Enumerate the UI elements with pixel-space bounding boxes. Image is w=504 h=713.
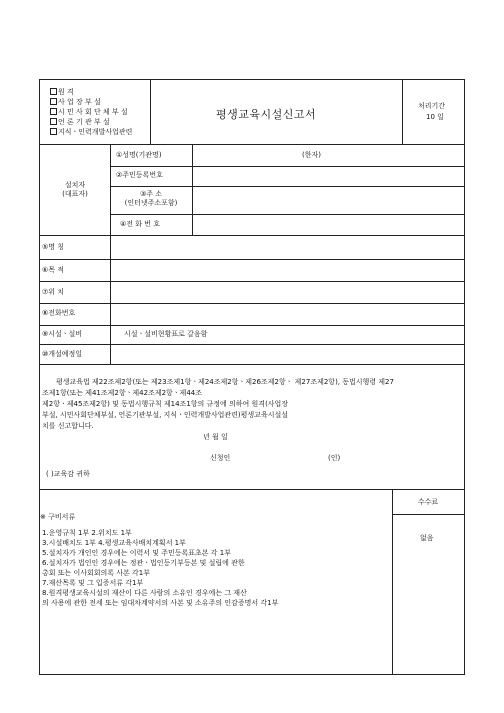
document-item-8: 의 사용에 관한 전세 또는 임대차계약서의 사본 및 소유주의 인감증명서 각1부 xyxy=(42,599,279,607)
facility-purpose-label: ⑥목 적 xyxy=(42,266,65,274)
rule-purpose-bottom xyxy=(40,281,464,282)
declaration-recipient: ( )교육감 귀하 xyxy=(46,470,90,478)
facility-equipment-value: 시설ㆍ설비현황표로 갈음함 xyxy=(124,330,208,338)
type-label: 시 민 사 회 단 체 부 설 xyxy=(58,108,128,116)
type-checkbox-knowledge[interactable] xyxy=(50,128,132,137)
document-item-1: 1.운영규칙 1부 2.위치도 1부 xyxy=(42,529,132,537)
declaration-line-4: 부설, 시민사회단체부설, 언론기관부설, 지식ㆍ인력개발사업관련)평생교육시설설 xyxy=(42,411,288,419)
checkbox-box[interactable] xyxy=(50,88,57,95)
rule-facility-label xyxy=(110,235,111,364)
founder-address-label xyxy=(110,190,192,208)
declaration-line-1: 평생교육법 제22조제2항(또는 제23조제1항ㆍ제24조제2항ㆍ제26조제2항ㆍ 제27조제2항), 동법시행령 제27 xyxy=(56,378,394,386)
founder-label xyxy=(40,181,110,199)
rule-location-bottom xyxy=(40,303,464,304)
rule-declaration-bottom xyxy=(40,489,464,490)
facility-report-form xyxy=(39,79,465,675)
declaration-date: 년 월 일 xyxy=(203,433,228,441)
rule-name-bottom xyxy=(40,259,464,260)
type-label: 사 업 장 부 설 xyxy=(58,98,101,106)
type-checkbox-press[interactable] xyxy=(50,118,110,127)
rule-equipment-bottom xyxy=(40,344,464,345)
documents-heading: ※ 구비서류 xyxy=(40,513,76,521)
type-checkbox-civic[interactable] xyxy=(50,108,128,117)
facility-phone-label: ⑧전화번호 xyxy=(42,309,76,317)
declaration-applicant-label: 신청인 xyxy=(210,454,231,462)
type-label: 지식ㆍ인력개발사업관련 xyxy=(58,128,133,136)
rule-header-bottom xyxy=(40,144,464,145)
founder-name-label: ①성명(기관명) xyxy=(116,151,162,159)
rule-phone-bottom xyxy=(40,325,464,326)
declaration-line-2: 조제1항(또는 제41조제2항ㆍ제42조제2항ㆍ제44조 xyxy=(42,389,202,397)
founder-label-line1: 설치자 xyxy=(64,181,86,189)
rule-fee-divider xyxy=(392,514,464,515)
processing-period-value: 10 일 xyxy=(426,113,444,121)
declaration-seal: (인) xyxy=(328,454,341,462)
rule-header-right xyxy=(402,80,403,144)
founder-address-line2: (인터넷주소포함) xyxy=(124,199,178,207)
type-label: 원 격 xyxy=(58,88,74,96)
founder-name-hanja-note: (한자) xyxy=(302,151,321,159)
document-item-7: 8.원격평생교육시설의 재산이 다른 사람의 소유인 경우에는 그 재산 xyxy=(42,589,247,597)
rule-founder-row2 xyxy=(110,186,464,187)
type-checkbox-remote[interactable] xyxy=(50,88,74,97)
rule-founder-field xyxy=(192,144,193,235)
founder-label-line2: (대표자) xyxy=(62,190,88,198)
declaration-line-5: 치를 신고합니다. xyxy=(42,422,94,430)
rule-opening-bottom xyxy=(40,364,464,365)
rule-founder-row3 xyxy=(110,214,464,215)
founder-address-line1: ③주 소 xyxy=(139,190,163,198)
fee-value: 없음 xyxy=(420,534,434,542)
type-label: 언 론 기 관 부 설 xyxy=(58,118,110,126)
document-item-5: 총회 또는 이사회회의록 사본 각1부 xyxy=(42,569,151,577)
rule-founder-row1 xyxy=(110,166,464,167)
document-item-4: 6.설치자가 법인인 경우에는 정관ㆍ법인등기부등본 및 설립에 관한 xyxy=(42,559,245,567)
processing-period-label: 처리기간 xyxy=(418,102,446,110)
document-item-6: 7.재산목록 및 그 입증서류 각1부 xyxy=(42,579,144,587)
facility-location-label: ⑦위 치 xyxy=(42,288,65,296)
rule-header-left xyxy=(150,80,151,144)
facility-equipment-label: ⑨시설ㆍ설비 xyxy=(42,330,83,338)
rule-founder-bottom xyxy=(40,235,464,236)
document-item-2: 3.시설배치도 1부 4.평생교육사배치계획서 1부 xyxy=(42,539,186,547)
facility-opening-label: ⑩개설예정일 xyxy=(42,350,83,358)
rule-documents-fee xyxy=(392,489,393,675)
founder-phone-label: ④전 화 번 호 xyxy=(120,220,160,228)
facility-name-label: ⑤명 칭 xyxy=(42,243,65,251)
type-checkbox-workplace[interactable] xyxy=(50,98,101,107)
checkbox-box[interactable] xyxy=(50,108,57,115)
fee-label: 수수료 xyxy=(417,498,439,506)
checkbox-box[interactable] xyxy=(50,98,57,105)
declaration-line-3: 제2항ㆍ제45조제2항) 및 동법시행규칙 제14조1항의 규정에 의하여 원격(사업장 xyxy=(42,400,289,408)
form-title: 평생교육시설신고서 xyxy=(216,108,317,121)
checkbox-box[interactable] xyxy=(50,118,57,125)
checkbox-box[interactable] xyxy=(50,128,57,135)
document-item-3: 5.설치자가 개인인 경우에는 이력서 및 주민등록표초본 각 1부 xyxy=(42,549,231,557)
founder-rrn-label: ②주민등록번호 xyxy=(116,171,163,179)
